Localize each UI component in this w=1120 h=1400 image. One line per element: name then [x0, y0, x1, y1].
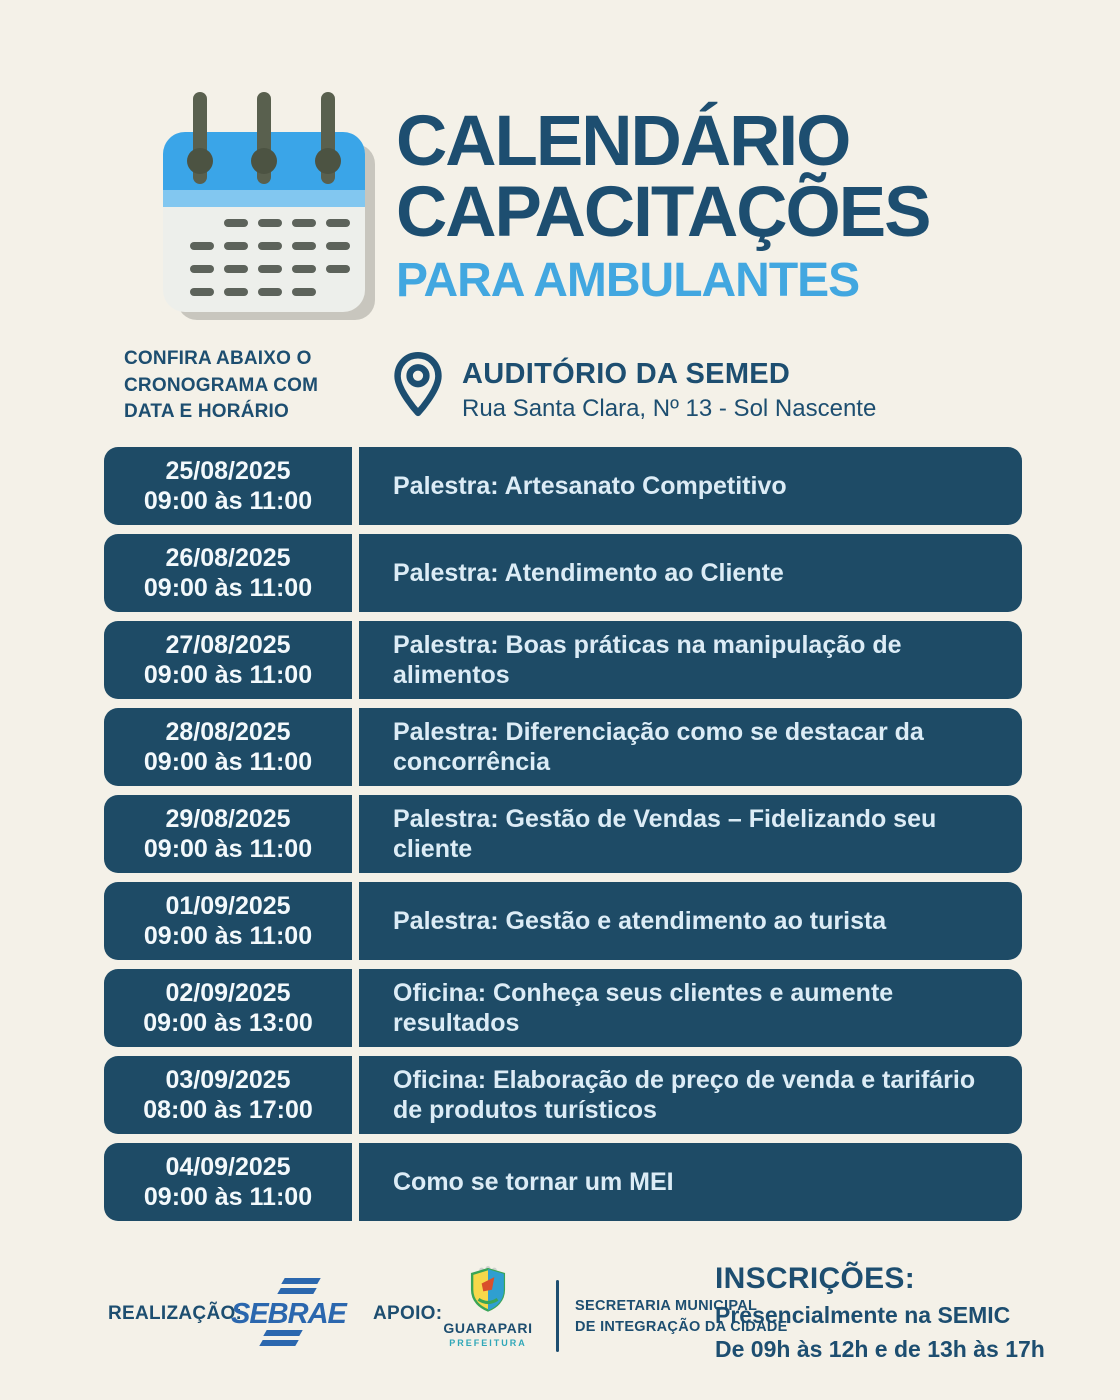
- schedule-title: Oficina: Elaboração de preço de venda e tarifário de produtos turísticos: [393, 1066, 976, 1124]
- schedule-table: [104, 447, 1022, 1221]
- sebrae-wordmark: SEBRAE: [231, 1298, 346, 1330]
- schedule-row: [104, 534, 1022, 612]
- calendar-pin-icon: [193, 92, 207, 184]
- schedule-date: 01/09/2025: [165, 891, 291, 920]
- support-department-line: SECRETARIA MUNICIPAL: [575, 1298, 758, 1314]
- schedule-date: 29/08/2025: [165, 804, 291, 833]
- realization-label: REALIZAÇÃO:: [108, 1303, 243, 1324]
- support-label: APOIO:: [373, 1303, 443, 1324]
- guarapari-wordmark: GUARAPARI: [443, 1320, 533, 1336]
- schedule-date-cell: [104, 1056, 352, 1134]
- guarapari-crest-icon: [467, 1266, 509, 1312]
- schedule-title: Palestra: Gestão de Vendas – Fidelizando seu cliente: [393, 805, 937, 863]
- schedule-title: Palestra: Gestão e atendimento ao turista: [393, 907, 887, 935]
- schedule-date: 27/08/2025: [165, 630, 291, 659]
- schedule-time: 09:00 às 11:00: [143, 1183, 313, 1211]
- schedule-date-cell: [104, 795, 352, 873]
- schedule-date: 03/09/2025: [165, 1065, 291, 1094]
- schedule-title: Palestra: Diferenciação como se destacar da concorrência: [393, 718, 924, 776]
- schedule-note: [124, 346, 318, 426]
- schedule-date: 04/09/2025: [165, 1152, 291, 1181]
- schedule-title-cell: [359, 708, 1022, 786]
- schedule-row: [104, 708, 1022, 786]
- note-line: CRONOGRAMA COM: [124, 374, 319, 396]
- calendar-light-band: [163, 190, 365, 207]
- schedule-date-cell: [104, 882, 352, 960]
- location-pin-icon: [392, 350, 444, 420]
- sebrae-bar-icon: [259, 1340, 298, 1346]
- schedule-title: Palestra: Artesanato Competitivo: [393, 472, 787, 500]
- schedule-row: [104, 1056, 1022, 1134]
- sebrae-bar-icon: [277, 1288, 316, 1294]
- schedule-title: Como se tornar um MEI: [393, 1168, 674, 1196]
- note-line: DATA E HORÁRIO: [124, 401, 289, 423]
- schedule-title-cell: [359, 447, 1022, 525]
- guarapari-subtitle: PREFEITURA: [449, 1338, 527, 1348]
- schedule-time: 09:00 às 11:00: [143, 748, 313, 776]
- calendar-date-dashes: [163, 207, 365, 311]
- schedule-row: [104, 1143, 1022, 1221]
- schedule-time: 09:00 às 11:00: [143, 574, 313, 602]
- schedule-title: Oficina: Conheça seus clientes e aumente resultados: [393, 979, 894, 1037]
- inscriptions-title: INSCRIÇÕES:: [715, 1262, 915, 1295]
- schedule-row: [104, 447, 1022, 525]
- inscriptions-line: Presencialmente na SEMIC: [715, 1302, 1011, 1328]
- footer-divider: [556, 1280, 559, 1352]
- sebrae-logo: [231, 1278, 357, 1348]
- schedule-time: 09:00 às 11:00: [143, 487, 313, 515]
- schedule-title: Palestra: Atendimento ao Cliente: [393, 559, 784, 587]
- schedule-title-cell: [359, 1143, 1022, 1221]
- calendar-pin-icon: [257, 92, 271, 184]
- schedule-date: 26/08/2025: [165, 543, 291, 572]
- schedule-time: 09:00 às 13:00: [143, 1009, 313, 1037]
- calendar-pin-icon: [321, 92, 335, 184]
- calendar-icon: [163, 92, 365, 314]
- schedule-title-cell: [359, 882, 1022, 960]
- schedule-title: Palestra: Boas práticas na manipulação de alimentos: [393, 631, 902, 689]
- page-title: [396, 102, 930, 308]
- schedule-title-cell: [359, 969, 1022, 1047]
- schedule-date-cell: [104, 1143, 352, 1221]
- schedule-title-cell: [359, 534, 1022, 612]
- schedule-date-cell: [104, 708, 352, 786]
- schedule-row: [104, 621, 1022, 699]
- schedule-date-cell: [104, 447, 352, 525]
- inscriptions-block: [715, 1262, 1045, 1363]
- schedule-date-cell: [104, 534, 352, 612]
- note-line: CONFIRA ABAIXO O: [124, 348, 312, 369]
- schedule-date-cell: [104, 969, 352, 1047]
- schedule-time: 08:00 às 17:00: [143, 1096, 313, 1124]
- schedule-date: 25/08/2025: [165, 456, 291, 485]
- sebrae-bar-icon: [281, 1278, 320, 1284]
- title-subtitle: PARA AMBULANTES: [396, 254, 860, 307]
- title-line-1: CALENDÁRIO: [396, 102, 850, 181]
- schedule-title-cell: [359, 1056, 1022, 1134]
- title-line-2: CAPACITAÇÕES: [396, 173, 930, 252]
- support-department-line: DE INTEGRAÇÃO DA CIDADE: [575, 1319, 788, 1336]
- schedule-row: [104, 795, 1022, 873]
- schedule-row: [104, 882, 1022, 960]
- schedule-title-cell: [359, 621, 1022, 699]
- schedule-time: 09:00 às 11:00: [143, 661, 313, 689]
- guarapari-logo: [438, 1266, 538, 1348]
- sebrae-bar-icon: [263, 1330, 302, 1336]
- schedule-date: 28/08/2025: [165, 717, 291, 746]
- schedule-date: 02/09/2025: [165, 978, 291, 1007]
- inscriptions-line: De 09h às 12h e de 13h às 17h: [715, 1335, 1045, 1362]
- schedule-title-cell: [359, 795, 1022, 873]
- venue-address: Rua Santa Clara, Nº 13 - Sol Nascente: [462, 395, 877, 422]
- schedule-date-cell: [104, 621, 352, 699]
- venue-info: [392, 350, 876, 423]
- venue-name: AUDITÓRIO DA SEMED: [462, 358, 791, 390]
- schedule-time: 09:00 às 11:00: [143, 835, 313, 863]
- schedule-row: [104, 969, 1022, 1047]
- schedule-time: 09:00 às 11:00: [143, 922, 313, 950]
